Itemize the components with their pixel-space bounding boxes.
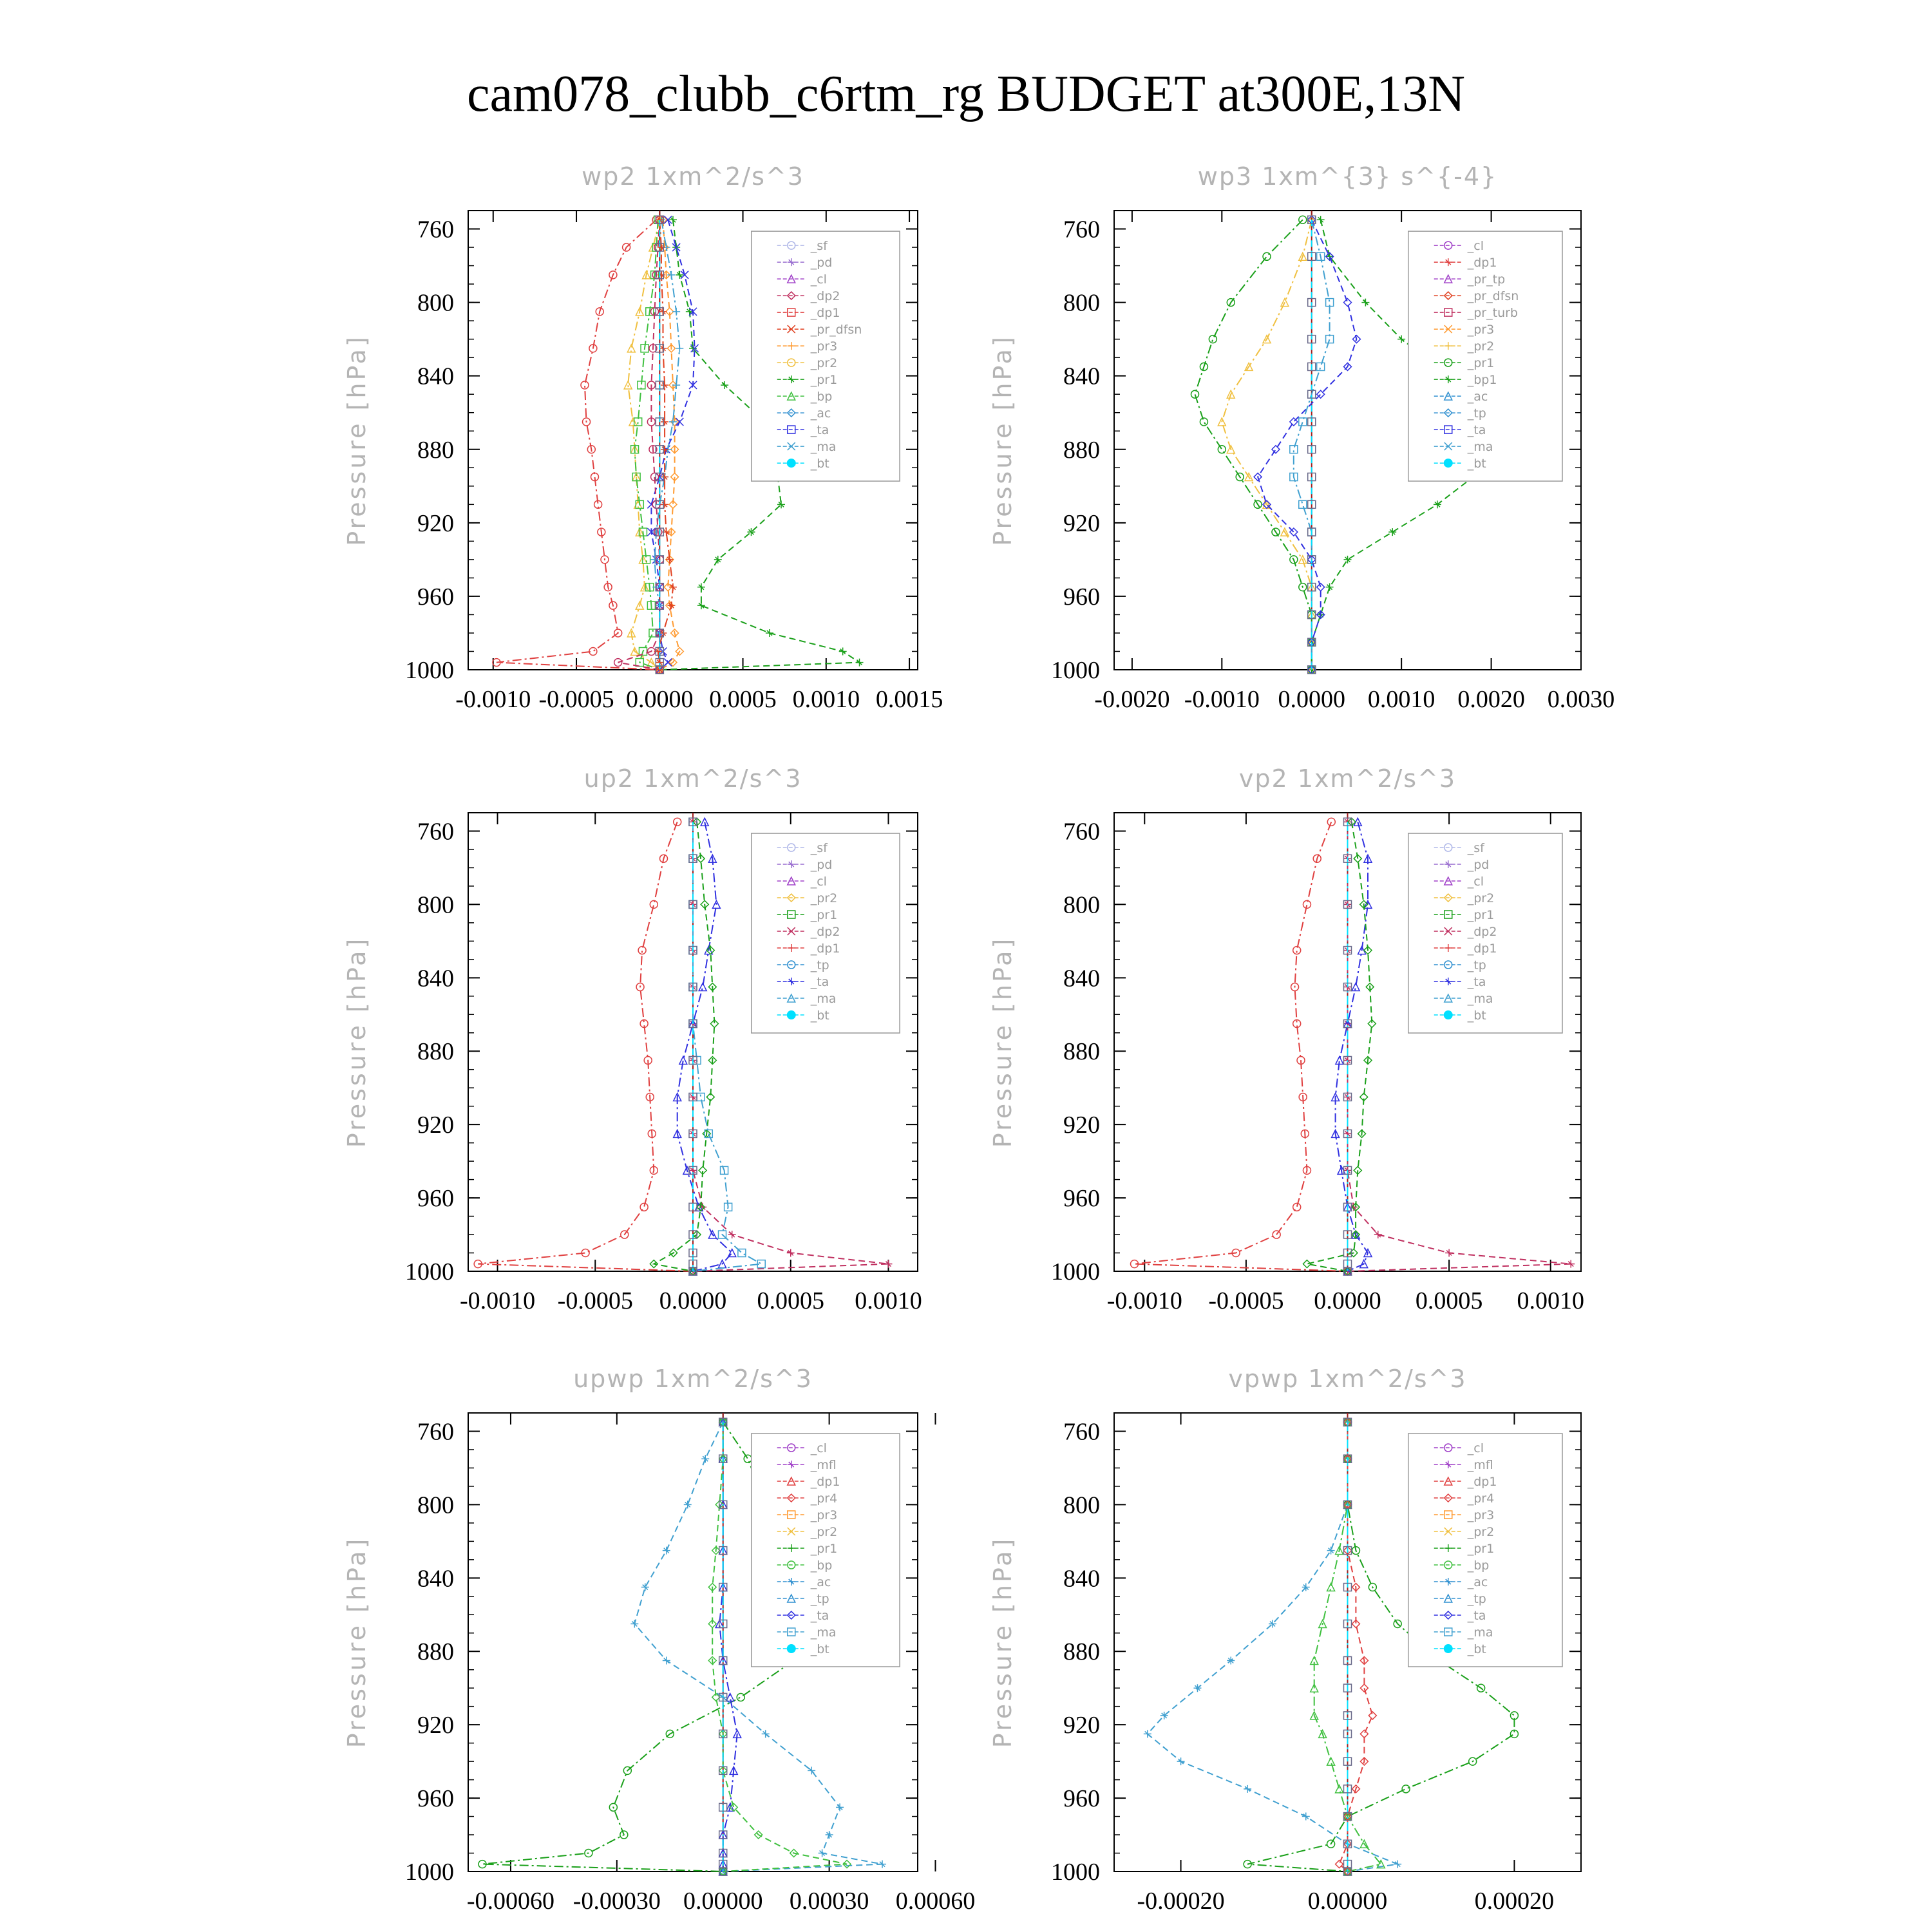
legend-marker [787, 459, 796, 468]
legend-label: _ac [1467, 1575, 1488, 1590]
data-point [1360, 1730, 1368, 1738]
legend-label: _tp [1467, 1592, 1486, 1607]
data-point [672, 308, 680, 316]
x-tick-label: 0.0010 [792, 686, 860, 713]
legend-marker [1444, 459, 1453, 468]
legend-label: _pr4 [1467, 1492, 1495, 1506]
legend-label: _bt [1467, 457, 1486, 471]
legend-label: _ta [810, 423, 829, 438]
legend-label: _pr1 [1467, 1542, 1495, 1557]
data-point [1299, 216, 1307, 223]
legend-label: _tp [810, 1592, 829, 1607]
legend-label: _dp1 [810, 1475, 840, 1490]
legend [752, 1434, 900, 1667]
data-point [641, 1584, 649, 1591]
y-tick-label: 760 [1063, 1418, 1100, 1446]
y-tick-label: 920 [417, 509, 454, 537]
legend-label: _ta [1467, 1609, 1486, 1624]
legend-label: _pr1 [810, 373, 838, 388]
y-tick-label: 880 [417, 1638, 454, 1666]
legend-marker [787, 1010, 796, 1019]
data-point [1326, 336, 1334, 343]
data-point [661, 500, 668, 508]
data-point [1397, 336, 1405, 343]
x-tick-label: -0.00030 [573, 1888, 661, 1915]
legend-marker [1444, 1644, 1453, 1653]
legend-label: _dp1 [1467, 256, 1497, 270]
legend-label: _pd [810, 858, 833, 873]
data-point [826, 1831, 833, 1839]
x-tick-label: -0.0010 [1106, 1287, 1182, 1314]
data-point [1327, 1757, 1335, 1765]
data-point [1374, 1231, 1382, 1238]
y-tick-label: 800 [1063, 1492, 1100, 1519]
y-tick-label: 800 [417, 1492, 454, 1519]
y-tick-label: 1000 [1051, 1859, 1100, 1886]
data-point [666, 556, 674, 564]
data-point [878, 1861, 886, 1868]
legend-label: _pr_dfsn [810, 323, 862, 337]
data-point [1317, 216, 1325, 223]
x-tick-label: -0.0010 [455, 686, 531, 713]
x-tick-label: -0.0005 [557, 1287, 633, 1314]
legend-label: _dp1 [1467, 1475, 1497, 1490]
legend-label: _pr2 [1467, 891, 1495, 906]
legend-label: _cl [1467, 875, 1484, 889]
x-tick-label: -0.0010 [1184, 686, 1260, 713]
data-point [1302, 1813, 1310, 1821]
y-tick-label: 880 [417, 1038, 454, 1066]
chart-panel-2 [989, 162, 1615, 713]
legend [752, 231, 900, 481]
data-point [1244, 1785, 1251, 1793]
legend-label: _ma [810, 992, 837, 1007]
x-tick-label: 0.0000 [659, 1287, 727, 1314]
legend-label: _dp1 [810, 306, 840, 321]
legend-label: _tp [1467, 958, 1486, 973]
y-tick-label: 800 [417, 891, 454, 919]
x-tick-label: 0.0010 [1517, 1287, 1584, 1314]
data-point [1360, 1684, 1368, 1692]
y-tick-label: 840 [417, 965, 454, 992]
data-point [856, 659, 864, 667]
x-tick-label: 0.0000 [1278, 686, 1345, 713]
legend-label: _mfl [810, 1458, 837, 1473]
series-line [1307, 822, 1372, 1271]
x-tick-label: -0.0010 [459, 1287, 536, 1314]
data-point [624, 381, 632, 389]
legend-label: _pr2 [1467, 1525, 1495, 1540]
x-tick-label: 0.00000 [683, 1888, 763, 1915]
y-tick-label: 760 [1063, 818, 1100, 846]
chart-panel-4 [989, 764, 1584, 1314]
x-tick-label: 0.0030 [1547, 686, 1615, 713]
data-point [1209, 336, 1217, 343]
legend-label: _pr2 [1467, 339, 1495, 354]
legend-label: _dp1 [810, 942, 840, 956]
x-tick-label: -0.0020 [1094, 686, 1170, 713]
y-tick-label: 880 [417, 436, 454, 464]
data-point [1191, 390, 1198, 398]
y-axis-label: Pressure [hPa] [343, 936, 371, 1148]
legend-label: _tp [1467, 406, 1486, 421]
series-pr1 [1191, 216, 1315, 674]
legend-label: _sf [810, 239, 828, 254]
legend-label: _pr2 [810, 891, 838, 906]
data-point [744, 1455, 752, 1463]
legend-label: _ma [810, 1625, 837, 1640]
legend-label: _bp [810, 1558, 833, 1573]
legend-label: _pr3 [1467, 323, 1495, 337]
legend-label: _ta [1467, 423, 1486, 438]
y-tick-label: 880 [1063, 1638, 1100, 1666]
legend-label: _ta [1467, 975, 1486, 990]
series-line [1135, 822, 1348, 1271]
data-point [1299, 418, 1307, 426]
legend-label: _ma [810, 440, 837, 455]
legend-label: _bt [1467, 1009, 1486, 1023]
series-line [1195, 220, 1312, 670]
legend-marker [1444, 1010, 1453, 1019]
data-point [640, 1203, 648, 1211]
data-point [1227, 1656, 1235, 1664]
panel-title: up2 1xm^2/s^3 [583, 764, 802, 793]
series-line [1148, 1422, 1397, 1871]
series-dp1 [1336, 1418, 1377, 1875]
x-tick-label: -0.0005 [1208, 1287, 1284, 1314]
y-tick-label: 960 [1063, 1785, 1100, 1813]
data-point [1388, 528, 1396, 536]
legend [752, 833, 900, 1033]
data-point [839, 647, 847, 655]
y-tick-label: 960 [417, 583, 454, 611]
data-point [661, 418, 668, 426]
data-point [1272, 446, 1280, 453]
legend-label: _bt [1467, 1642, 1486, 1657]
y-tick-label: 960 [417, 1185, 454, 1213]
legend-label: _pd [1467, 858, 1490, 873]
x-tick-label: 0.0005 [1415, 1287, 1483, 1314]
y-axis-label: Pressure [hPa] [989, 1536, 1017, 1748]
figure-title: cam078_clubb_c6rtm_rg BUDGET at300E,13N [466, 66, 1466, 122]
chart-panel-6 [989, 1365, 1581, 1915]
y-tick-label: 1000 [405, 1258, 454, 1285]
legend-label: _bt [810, 457, 829, 471]
legend-label: _pr1 [810, 908, 838, 923]
x-tick-label: 0.00020 [1474, 1888, 1555, 1915]
y-tick-label: 760 [1063, 216, 1100, 243]
data-point [1394, 1861, 1401, 1868]
panel-title: wp3 1xm^{3} s^{-4} [1197, 162, 1498, 191]
legend-label: _cl [1467, 1441, 1484, 1456]
legend-label: _pr1 [1467, 908, 1495, 923]
y-tick-label: 760 [417, 818, 454, 846]
data-point [638, 947, 646, 954]
series-ta [1254, 216, 1360, 674]
legend-label: _ta [810, 975, 829, 990]
data-point [1317, 363, 1325, 370]
y-tick-label: 840 [1063, 965, 1100, 992]
legend-label: _dp2 [810, 925, 840, 940]
series-line [1222, 220, 1311, 670]
x-tick-label: -0.0005 [538, 686, 614, 713]
y-tick-label: 1000 [1051, 1258, 1100, 1285]
panel-title: vp2 1xm^2/s^3 [1238, 764, 1457, 793]
data-point [1293, 1203, 1301, 1211]
y-tick-label: 960 [1063, 1185, 1100, 1213]
data-point [676, 345, 683, 352]
legend-label: _ta [810, 1609, 829, 1624]
legend-label: _cl [810, 1441, 827, 1456]
data-point [1200, 418, 1208, 426]
legend-label: _pr2 [810, 356, 838, 371]
panel-title: vpwp 1xm^2/s^3 [1228, 1365, 1467, 1393]
series-pr1 [650, 818, 718, 1275]
x-tick-label: 0.0010 [1367, 686, 1435, 713]
data-point [661, 381, 668, 389]
x-tick-label: 0.0015 [875, 686, 943, 713]
y-axis-label: Pressure [hPa] [343, 1536, 371, 1748]
data-point [819, 1850, 826, 1857]
data-point [1567, 1260, 1575, 1268]
data-point [676, 418, 683, 426]
legend-label: _pr_turb [1467, 306, 1518, 321]
data-point [1299, 500, 1307, 508]
y-tick-label: 760 [417, 1418, 454, 1446]
legend [1408, 833, 1562, 1033]
x-tick-label: 0.0000 [626, 686, 694, 713]
legend-label: _ma [1467, 992, 1493, 1007]
legend-label: _cl [1467, 239, 1484, 254]
legend-label: _mfl [1467, 1458, 1493, 1473]
legend-label: _ma [1467, 1625, 1493, 1640]
legend-label: _bp [810, 390, 833, 404]
y-tick-label: 920 [1063, 509, 1100, 537]
y-tick-label: 960 [1063, 583, 1100, 611]
y-tick-label: 840 [417, 1565, 454, 1593]
data-point [836, 1803, 844, 1811]
y-tick-label: 840 [417, 363, 454, 390]
y-tick-label: 1000 [1051, 657, 1100, 684]
data-point [697, 601, 705, 609]
data-point [1327, 1547, 1335, 1555]
data-point [1402, 1785, 1410, 1793]
series-line [478, 822, 693, 1271]
y-axis-label: Pressure [hPa] [989, 936, 1017, 1148]
chart-panel-3 [343, 764, 922, 1314]
data-point [1336, 1785, 1343, 1793]
series-dp1 [474, 818, 697, 1275]
y-tick-label: 920 [1063, 1112, 1100, 1139]
legend-label: _dp1 [1467, 942, 1497, 956]
y-tick-label: 920 [417, 1712, 454, 1739]
x-tick-label: 0.00000 [1307, 1888, 1388, 1915]
legend-label: _pr1 [810, 1542, 838, 1557]
legend-label: _bp [1467, 1558, 1490, 1573]
x-tick-label: 0.0010 [855, 1287, 922, 1314]
legend-label: _pr3 [1467, 1508, 1495, 1523]
legend-label: _pr3 [810, 1508, 838, 1523]
chart-panel-5 [343, 1365, 975, 1915]
legend-label: _pr4 [810, 1492, 838, 1506]
legend-label: _bt [810, 1009, 829, 1023]
data-point [766, 629, 773, 637]
legend-label: _pr2 [810, 1525, 838, 1540]
legend-label: _dp2 [1467, 925, 1497, 940]
y-tick-label: 840 [1063, 363, 1100, 390]
y-tick-label: 920 [417, 1112, 454, 1139]
y-tick-label: 800 [417, 289, 454, 317]
legend-label: _ma [1467, 440, 1493, 455]
y-tick-label: 840 [1063, 1565, 1100, 1593]
y-tick-label: 1000 [405, 657, 454, 684]
data-point [1263, 252, 1271, 260]
series-pr2 [1218, 216, 1315, 674]
data-point [669, 583, 677, 591]
legend-label: _bp1 [1467, 373, 1497, 388]
y-tick-label: 800 [1063, 289, 1100, 317]
series-dp1 [1131, 818, 1352, 1275]
legend [1408, 1434, 1562, 1667]
y-tick-label: 880 [1063, 1038, 1100, 1066]
legend-label: _pd [810, 256, 833, 270]
legend-label: _ac [1467, 390, 1488, 404]
data-point [1177, 1757, 1185, 1765]
legend-label: _pr_dfsn [1467, 289, 1519, 304]
series-line [654, 822, 714, 1271]
series-pr2 [624, 216, 663, 674]
legend-label: _pr1 [1467, 356, 1495, 371]
legend-label: _ac [810, 406, 831, 421]
y-tick-label: 1000 [405, 1859, 454, 1886]
data-point [1326, 583, 1334, 591]
data-point [1317, 583, 1325, 591]
data-point [630, 1620, 638, 1628]
chart-panel-1 [343, 162, 943, 713]
data-point [884, 1260, 892, 1268]
x-tick-label: -0.00020 [1137, 1888, 1225, 1915]
legend-label: _tp [810, 958, 829, 973]
series-line [1258, 220, 1356, 670]
y-tick-label: 920 [1063, 1712, 1100, 1739]
data-point [787, 1249, 795, 1257]
x-tick-label: 0.00030 [789, 1888, 869, 1915]
x-tick-label: 0.0005 [709, 686, 777, 713]
y-axis-label: Pressure [hPa] [989, 334, 1017, 546]
data-point [1368, 1712, 1376, 1719]
x-tick-label: 0.0020 [1457, 686, 1525, 713]
x-tick-label: -0.00060 [466, 1888, 555, 1915]
data-point [1344, 556, 1352, 564]
panel-title: wp2 1xm^2/s^3 [582, 162, 804, 191]
data-point [667, 271, 675, 279]
data-point [697, 583, 705, 591]
data-point [737, 1693, 744, 1701]
y-tick-label: 800 [1063, 891, 1100, 919]
legend-label: _pr_tp [1467, 272, 1506, 287]
y-tick-label: 960 [417, 1785, 454, 1813]
legend-label: _sf [1467, 841, 1484, 856]
series-ma [1144, 1418, 1401, 1875]
legend-label: _ac [810, 1575, 831, 1590]
data-point [697, 1093, 705, 1101]
legend-label: _pr3 [810, 339, 838, 354]
y-tick-label: 880 [1063, 436, 1100, 464]
data-point [664, 659, 672, 667]
data-point [629, 418, 637, 426]
x-tick-label: 0.0000 [1314, 1287, 1381, 1314]
data-point [1361, 299, 1369, 307]
data-point [1445, 1249, 1453, 1257]
data-point [721, 381, 728, 389]
data-point [1344, 1093, 1352, 1101]
data-point [1218, 446, 1226, 453]
data-point [684, 1501, 692, 1508]
legend-marker [787, 1644, 796, 1653]
data-point [663, 1656, 670, 1664]
legend-label: _sf [810, 841, 828, 856]
series-pr1 [1303, 818, 1376, 1275]
x-tick-label: 0.0005 [757, 1287, 824, 1314]
legend-label: _cl [810, 875, 827, 889]
panel-title: upwp 1xm^2/s^3 [573, 1365, 813, 1393]
legend-label: _dp2 [810, 289, 840, 304]
y-axis-label: Pressure [hPa] [343, 334, 371, 546]
legend [1408, 231, 1562, 481]
legend-label: _cl [810, 272, 827, 287]
data-point [663, 1547, 670, 1555]
y-tick-label: 760 [417, 216, 454, 243]
x-tick-label: 0.00060 [895, 1888, 976, 1915]
panels-group [343, 162, 1615, 1915]
legend-label: _bt [810, 1642, 829, 1657]
data-point [701, 1455, 709, 1463]
